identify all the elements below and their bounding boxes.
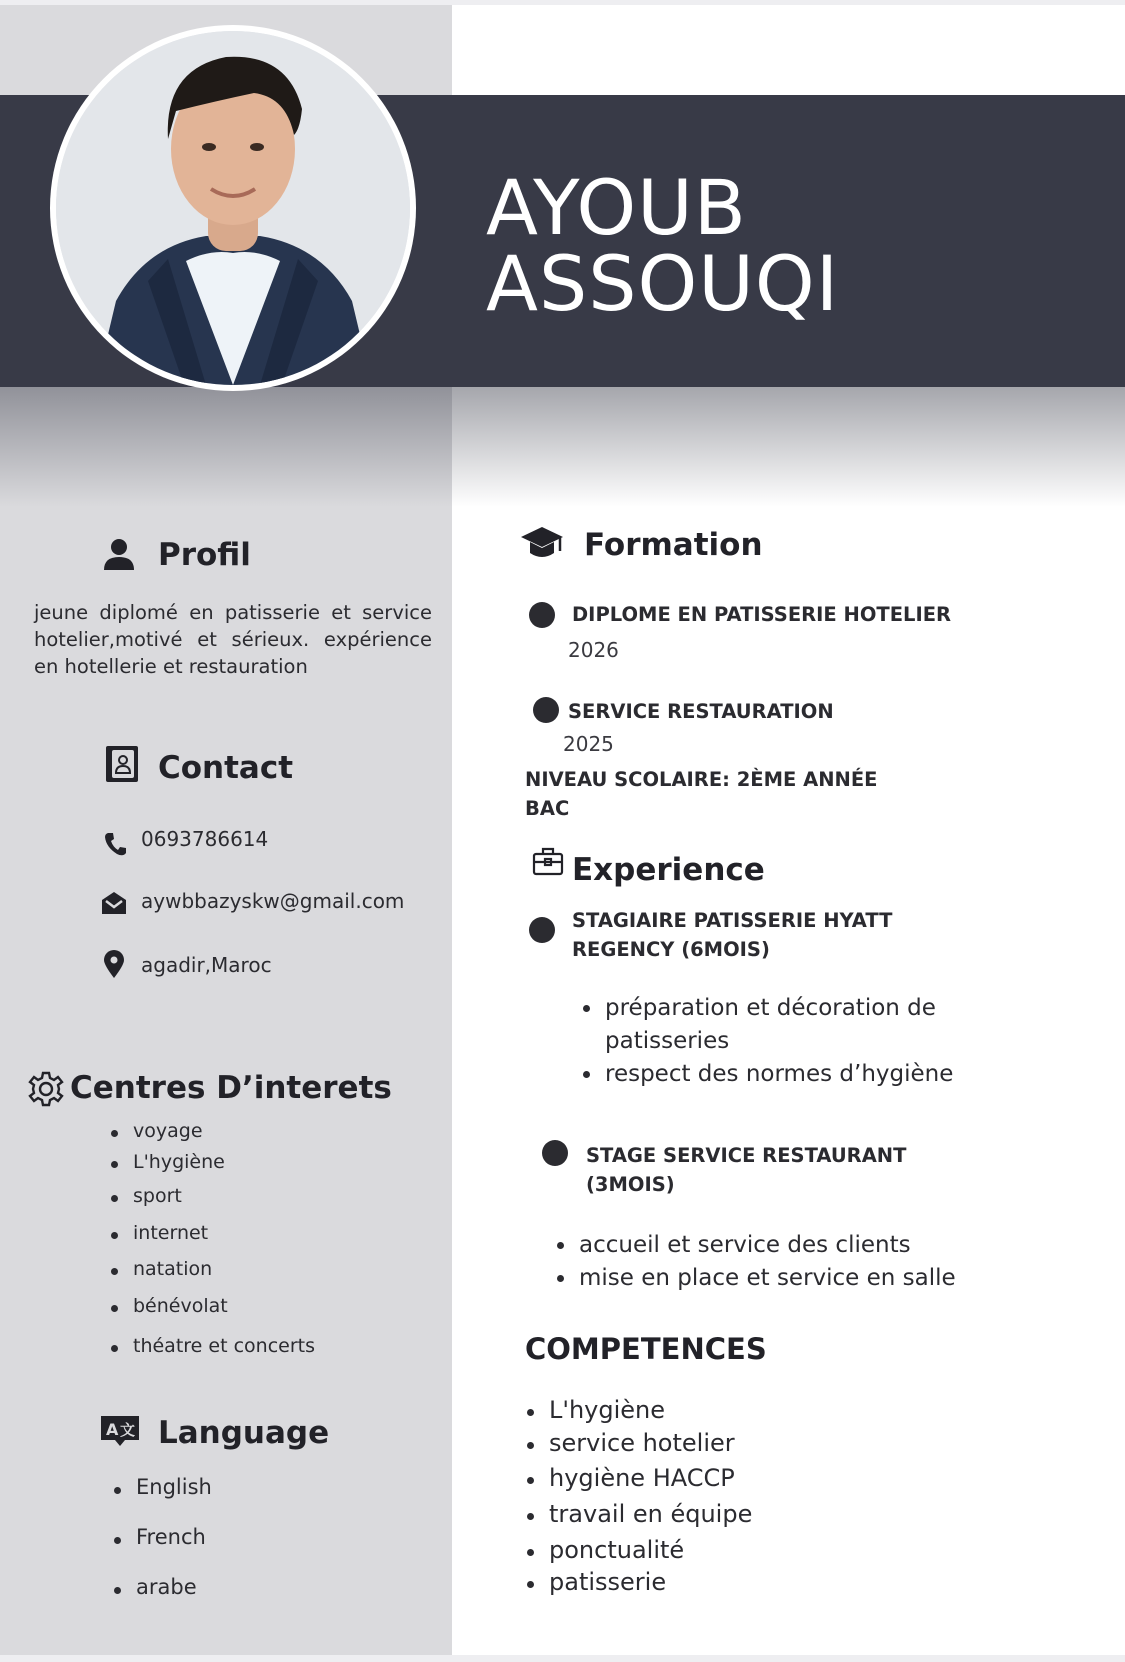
job-tasks bbox=[605, 992, 953, 1091]
formation-entry-year: 2026 bbox=[568, 638, 619, 662]
interets-list bbox=[133, 1120, 315, 1366]
gear-icon bbox=[28, 1071, 64, 1107]
resume-page bbox=[0, 5, 1125, 1655]
location-pin-icon bbox=[103, 949, 125, 979]
list-item: hygiène HACCP bbox=[549, 1464, 752, 1500]
graduation-cap-icon bbox=[520, 525, 564, 563]
profil-title: Profil bbox=[158, 537, 251, 573]
formation-title: Formation bbox=[584, 527, 763, 563]
task-item: préparation et décoration de bbox=[605, 992, 953, 1025]
list-item: service hotelier bbox=[549, 1429, 752, 1464]
translate-icon bbox=[99, 1414, 141, 1448]
list-item: natation bbox=[133, 1258, 315, 1295]
list-item: English bbox=[136, 1475, 212, 1525]
formation-entry-name: SERVICE RESTAURATION bbox=[568, 700, 834, 723]
language-list bbox=[136, 1475, 212, 1615]
header-shadow bbox=[0, 387, 1125, 507]
candidate-name bbox=[486, 163, 840, 328]
list-item: internet bbox=[133, 1222, 315, 1258]
profile-photo bbox=[56, 31, 410, 385]
task-item: mise en place et service en salle bbox=[579, 1262, 956, 1295]
list-item: théatre et concerts bbox=[133, 1335, 315, 1366]
profil-text: jeune diplomé en patisserie et service hotelier,motivé et sérieux. expérience en hotellerie et restauration bbox=[34, 601, 432, 678]
contact-title: Contact bbox=[158, 750, 294, 786]
bullet-dot bbox=[529, 917, 555, 943]
list-item: L'hygiène bbox=[549, 1396, 752, 1429]
list-item: bénévolat bbox=[133, 1295, 315, 1335]
email-address[interactable]: aywbbazyskw@gmail.com bbox=[141, 889, 405, 913]
job-title bbox=[586, 1141, 906, 1199]
language-title: Language bbox=[158, 1415, 330, 1451]
bullet-dot bbox=[533, 697, 559, 723]
contact-book-icon bbox=[103, 745, 139, 783]
last-name: ASSOUQI bbox=[486, 239, 840, 328]
formation-entry-name: DIPLOME EN PATISSERIE HOTELIER bbox=[572, 603, 952, 626]
svg-text:文: 文 bbox=[120, 1421, 136, 1439]
list-item: patisserie bbox=[549, 1568, 752, 1600]
job-title-line-2: (3MOIS) bbox=[586, 1173, 675, 1196]
list-item: L'hygiène bbox=[133, 1151, 315, 1185]
niveau-line-2: BAC bbox=[525, 797, 570, 820]
task-item: respect des normes d’hygiène bbox=[605, 1058, 953, 1091]
task-item-continued: patisseries bbox=[605, 1028, 730, 1054]
job-title-line-2: REGENCY (6MOIS) bbox=[572, 938, 770, 961]
list-item: French bbox=[136, 1525, 212, 1575]
task-item: accueil et service des clients bbox=[579, 1229, 956, 1262]
bullet-dot bbox=[542, 1140, 568, 1166]
interets-title: Centres D’interets bbox=[70, 1070, 392, 1106]
user-icon bbox=[102, 537, 136, 571]
competences-title: COMPETENCES bbox=[525, 1332, 767, 1366]
briefcase-icon bbox=[532, 846, 564, 876]
job-title bbox=[572, 906, 892, 964]
bullet-dot bbox=[529, 602, 555, 628]
job-title-line-1: STAGE SERVICE RESTAURANT bbox=[586, 1144, 907, 1167]
list-item: sport bbox=[133, 1185, 315, 1222]
competences-list bbox=[549, 1396, 752, 1600]
first-name: AYOUB bbox=[486, 163, 747, 252]
list-item: arabe bbox=[136, 1575, 212, 1615]
envelope-icon bbox=[101, 891, 127, 915]
job-title-line-1: STAGIAIRE PATISSERIE HYATT bbox=[572, 909, 893, 932]
phone-number[interactable]: 0693786614 bbox=[141, 827, 269, 851]
svg-text:A: A bbox=[106, 1420, 119, 1439]
niveau-scolaire bbox=[525, 765, 878, 823]
list-item: ponctualité bbox=[549, 1536, 752, 1568]
job-tasks bbox=[579, 1229, 956, 1295]
location: agadir,Maroc bbox=[141, 953, 272, 977]
niveau-line-1: NIVEAU SCOLAIRE: 2ÈME ANNÉE bbox=[525, 768, 878, 791]
list-item: travail en équipe bbox=[549, 1500, 752, 1536]
phone-icon bbox=[103, 831, 127, 857]
formation-entry-year: 2025 bbox=[563, 732, 614, 756]
list-item: voyage bbox=[133, 1120, 315, 1151]
experience-title: Experience bbox=[572, 852, 765, 888]
